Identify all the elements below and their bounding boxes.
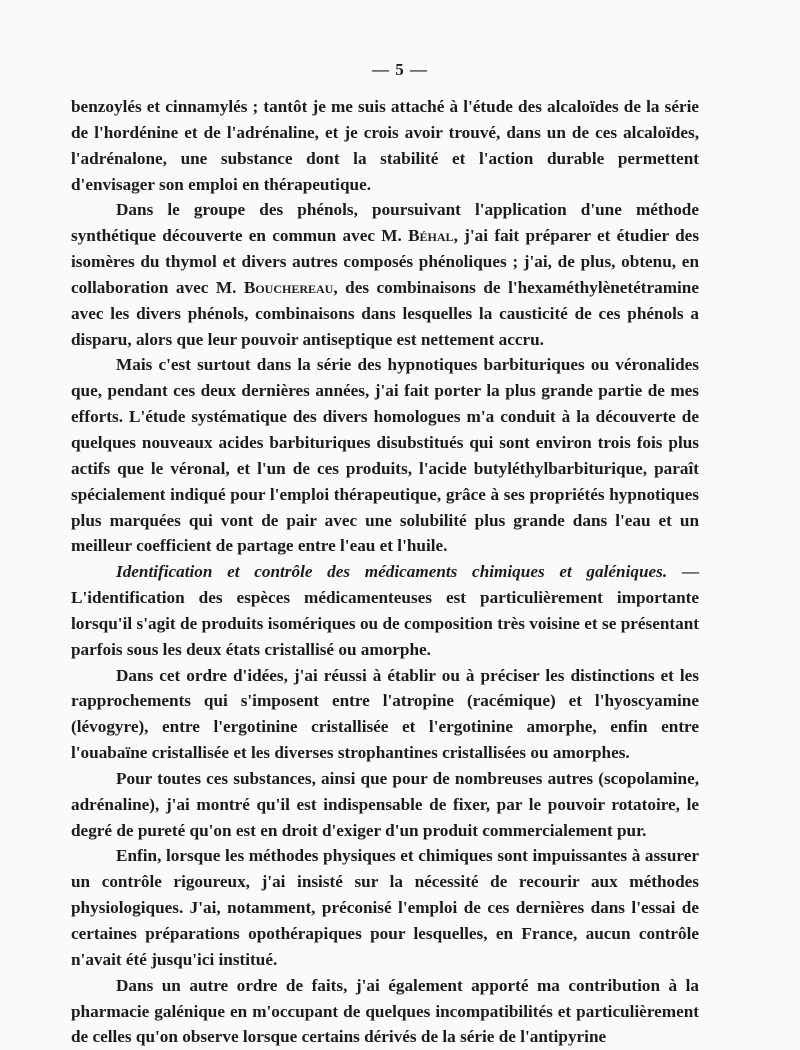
paragraph-continued [71, 94, 699, 197]
paragraph-text: Dans cet ordre d'idées, j'ai réussi à établir ou à préciser les distinctions et les rapprochements qui s'imposent entre l'atropine (racémique) et l'hyoscyamine (lévogyre), entre l'ergotinine cristallisée et l'ergotinine amorphe, enfin entre l'ouabaïne cristallisée et les diverses strophantines cristallisées ou amorphes. [71, 665, 699, 763]
paragraph-text: Mais c'est surtout dans la série des hypnotiques barbituriques ou véronalides que, pendant ces deux dernières années, j'ai fait porter la plus grande partie de mes efforts. L'étude systématique des divers homologues m'a conduit à la découverte de quelques nouveaux acides barbituriques disubstitués qui sont environ trois fois plus actifs que le véronal, et l'un de ces produits, l'acide butyléthylbarbiturique, paraît spécialement indiqué pour l'emploi thérapeutique, grâce à ses propriétés hypnotiques plus marquées qui vont de pair avec une solubilité plus grande dans l'eau et un meilleur coefficient de partage entre l'eau et l'huile. [71, 355, 699, 556]
body-text [71, 94, 699, 1050]
paragraph-text: Pour toutes ces substances, ainsi que pour de nombreuses autres (scopolamine, adrénaline), j'ai montré qu'il est indispensable de fixer, par le pouvoir rotatoire, le degré de pureté qu'on est en droit d'exiger d'un produit commercialement pur. [71, 768, 699, 840]
paragraph [71, 559, 699, 662]
paragraph-text: benzoylés et cinnamylés ; tantôt je me suis attaché à l'étude des alcaloïdes de la série de l'hordénine et de l'adrénaline, et je crois avoir trouvé, dans un de ces alcaloïdes, l'adrénalone, une substance dont la stabilité et l'action durable permettent d'envisager son emploi en thérapeutique. [71, 97, 699, 194]
paragraph [71, 663, 699, 766]
paragraph-text: Dans le groupe des phénols, poursuivant l'application d'une méthode synthétique découverte en commun avec M. [71, 200, 699, 246]
paragraph-text: , j'ai fait préparer et étudier des isomères du thymol et divers autres composés phénoliques ; j'ai, de plus, obtenu, en collaboration avec M. [71, 226, 700, 297]
paragraph [71, 197, 699, 352]
paragraph [71, 843, 699, 972]
paragraph-text: Enfin, lorsque les méthodes physiques et chimiques sont impuissantes à assurer un contrôle rigoureux, j'ai insisté sur la nécessité de recourir aux méthodes physiologiques. J'ai, notamment, préconisé l'emploi de ces dernières dans l'essai de certaines préparations opothérapiques pour lesquelles, en France, aucun contrôle n'avait été jusqu'ici institué. [71, 846, 699, 969]
section-heading: Identification et contrôle des médicaments chimiques et galéniques. [116, 562, 668, 582]
paragraph-text: , des combinaisons de l'hexaméthylènetétramine avec les divers phénols, combinaisons dans lesquelles la causticité de ces phénols a disparu, alors que leur pouvoir antiseptique est nettement accru. [71, 277, 699, 349]
author-name: Bouchereau [243, 277, 334, 297]
paragraph [71, 766, 699, 844]
author-name: Béhal [408, 226, 454, 246]
paragraph-text: — L'identification des espèces médicamenteuses est particulièrement importante lorsqu'il s'agit de produits isomériques ou de composition très voisine et se présentant parfois sous les deux états cristallisé ou amorphe. [71, 562, 700, 659]
paragraph-text: Dans un autre ordre de faits, j'ai également apporté ma contribution à la pharmacie galénique en m'occupant de quelques incompatibilités et particulièrement de celles qu'on observe lorsque certains dérivés de la série de l'antipyrine [71, 975, 699, 1047]
page-number: — 5 — [372, 60, 428, 79]
paragraph [71, 973, 699, 1050]
paragraph [71, 352, 699, 559]
